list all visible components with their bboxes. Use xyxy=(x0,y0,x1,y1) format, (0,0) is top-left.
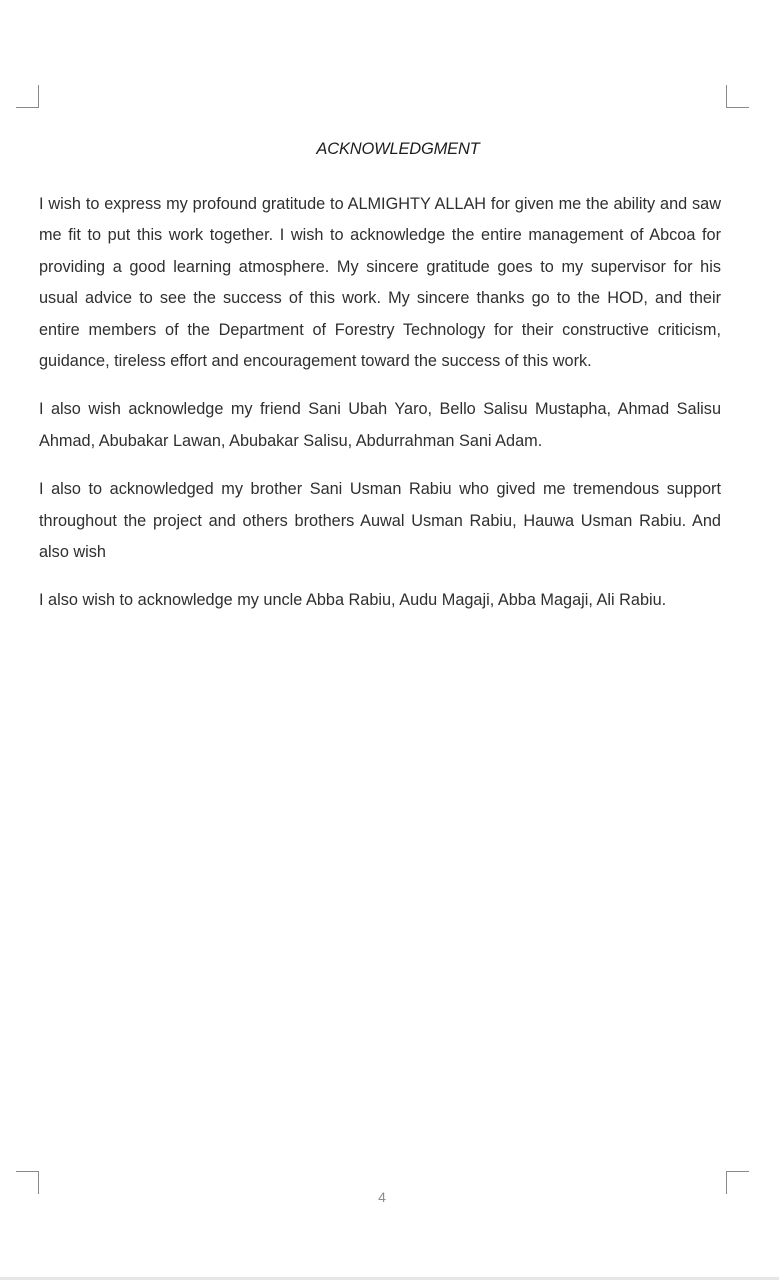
body-text xyxy=(39,189,721,634)
crop-mark-top-right xyxy=(726,85,749,108)
paragraph-brothers: I also to acknowledged my brother Sani Usman Rabiu who gived me tremendous support throughout the project and others brothers Auwal Usman Rabiu, Hauwa Usman Rabiu. And also wish xyxy=(39,480,721,562)
paragraph-uncles: I also wish to acknowledge my uncle Abba Rabiu, Audu Magaji, Abba Magaji, Ali Rabiu. xyxy=(39,591,667,610)
crop-mark-bottom-right xyxy=(726,1171,749,1194)
page-number: 4 xyxy=(378,1189,386,1205)
page-title: ACKNOWLEDGMENT xyxy=(316,140,480,158)
crop-mark-top-left xyxy=(16,85,39,108)
crop-mark-bottom-left xyxy=(16,1171,39,1194)
paragraph-friends: I also wish acknowledge my friend Sani Ubah Yaro, Bello Salisu Mustapha, Ahmad Salisu Ahmad, Abubakar Lawan, Abubakar Salisu, Abdurrahman Sani Adam. xyxy=(39,400,721,450)
paragraph-gratitude: I wish to express my profound gratitude to ALMIGHTY ALLAH for given me the ability and saw me fit to put this work together. I wish to acknowledge the entire management of Abcoa for providing a good learning atmosphere. My sincere gratitude goes to my supervisor for his usual advice to see the success of this work. My sincere thanks go to the HOD, and their entire members of the Department of Forestry Technology for their constructive criticism, guidance, tireless effort and encouragement toward the success of this work. xyxy=(39,195,721,371)
